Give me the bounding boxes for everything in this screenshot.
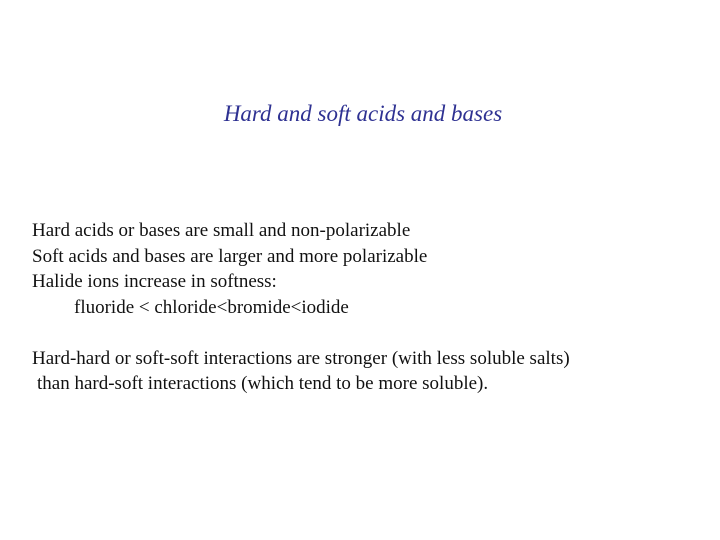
body-line-halide-series: fluoride < chloride<bromide<iodide [74,296,349,318]
body-line-interactions-continued: than hard-soft interactions (which tend to be more soluble). [37,373,489,394]
slide-title: Hard and soft acids and bases [223,101,503,126]
body-spacer [32,320,570,346]
slide-body [32,218,570,397]
body-line-soft-acids: Soft acids and bases are larger and more polarizable [32,245,428,267]
body-line-interactions: Hard-hard or soft-soft interactions are stronger (with less soluble salts) [32,347,570,369]
body-line-halide-ions: Halide ions increase in softness: [32,271,277,292]
body-line-hard-acids: Hard acids or bases are small and non-polarizable [32,220,411,241]
